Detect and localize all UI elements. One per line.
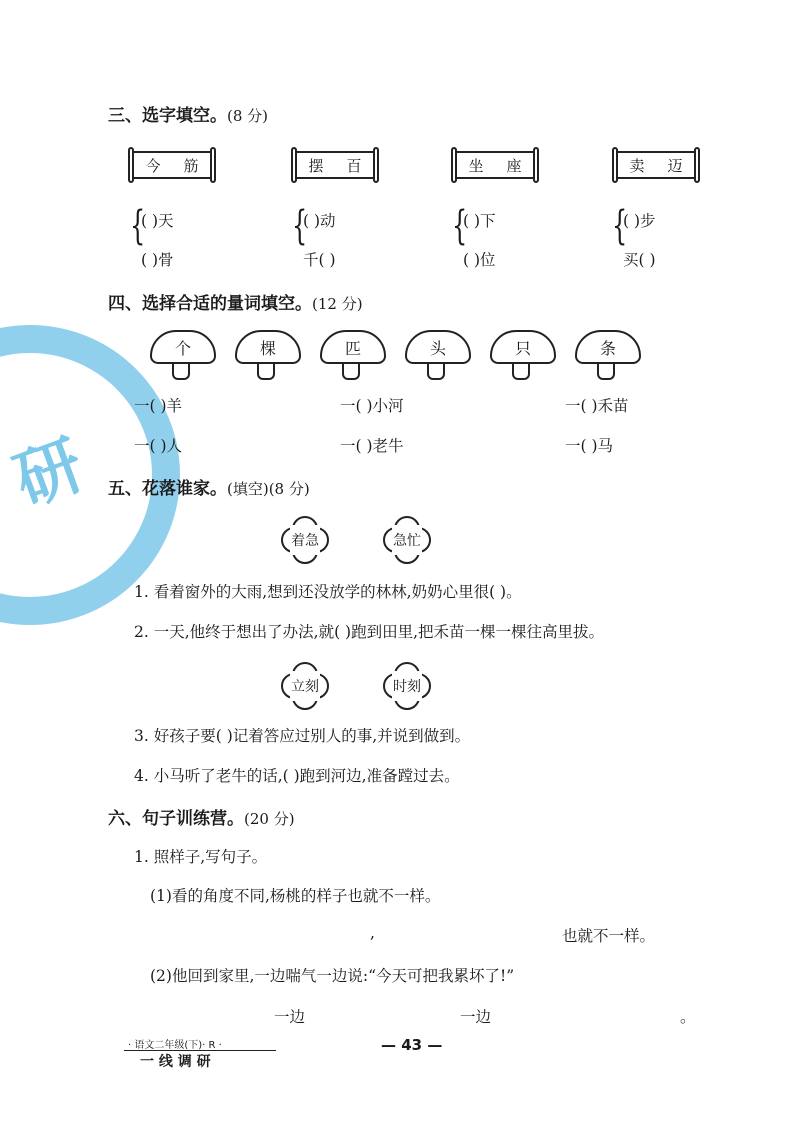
fill-line: ( )动: [303, 212, 336, 230]
char-option: 今: [145, 156, 161, 175]
brace: {: [612, 203, 628, 249]
measure-blank: 一( )羊: [134, 397, 183, 415]
flower-word: 时刻: [383, 662, 431, 710]
char-box-2: [297, 151, 373, 179]
measure-blank: 一( )人: [134, 437, 183, 455]
char-option: 座: [506, 156, 522, 175]
mushroom-word: 个: [150, 330, 216, 382]
watermark-text: 研: [4, 425, 94, 521]
fill-line: ( )天: [141, 212, 174, 230]
mushroom-word: 匹: [320, 330, 386, 382]
fill-comma: ,: [370, 924, 375, 942]
flower-word: 着急: [281, 516, 329, 564]
measure-blank: 一( )禾苗: [565, 397, 629, 415]
example-sentence-2: (2)他回到家里,一边喘气一边说:“今天可把我累坏了!”: [150, 967, 515, 985]
measure-blank: 一( )马: [565, 437, 614, 455]
section-5-points: (填空)(8 分): [227, 480, 310, 498]
footer-series: 一 线 调 研: [140, 1054, 211, 1070]
fill-line: ( )步: [623, 212, 656, 230]
mushroom-word: 只: [490, 330, 556, 382]
fill-ending-1: 也就不一样。: [562, 927, 656, 945]
page-number: — 43 —: [381, 1036, 443, 1054]
section-5-heading: [108, 474, 310, 499]
section-4-points: (12 分): [312, 295, 363, 313]
footer-book: · 语文二年级(下)· R ·: [128, 1040, 222, 1051]
fill-ending-2: 。: [680, 1008, 696, 1026]
char-option: 坐: [468, 156, 484, 175]
fill-line: ( )下: [463, 212, 496, 230]
mushroom-word: 条: [575, 330, 641, 382]
measure-blank: 一( )小河: [340, 397, 404, 415]
question-5-2: 2. 一天,他终于想出了办法,就( )跑到田里,把禾苗一棵一棵往高里拔。: [134, 623, 605, 641]
fill-line: 千( ): [303, 251, 336, 269]
question-6-1: 1. 照样子,写句子。: [134, 848, 268, 866]
fill-yibian-2: 一边: [460, 1008, 492, 1026]
brace: {: [452, 203, 468, 249]
char-option: 筋: [183, 156, 199, 175]
brace: {: [292, 203, 308, 249]
char-option: 卖: [629, 156, 645, 175]
section-4-heading: [108, 289, 363, 314]
section-5-title: 五、花落谁家。: [108, 479, 227, 499]
fill-line: 买( ): [623, 251, 656, 269]
section-3-heading: [108, 101, 268, 126]
section-6-heading: [108, 804, 295, 829]
question-5-4: 4. 小马听了老牛的话,( )跑到河边,准备蹚过去。: [134, 767, 460, 785]
char-box-4: [618, 151, 694, 179]
char-box-3: [457, 151, 533, 179]
fill-yibian-1: 一边: [274, 1008, 306, 1026]
question-5-1: 1. 看着窗外的大雨,想到还没放学的林林,奶奶心里很( )。: [134, 583, 522, 601]
measure-blank: 一( )老牛: [340, 437, 404, 455]
char-option: 迈: [667, 156, 683, 175]
section-3-points: (8 分): [227, 107, 269, 125]
fill-line: ( )位: [463, 251, 496, 269]
mushroom-word: 棵: [235, 330, 301, 382]
flower-word: 立刻: [281, 662, 329, 710]
flower-word: 急忙: [383, 516, 431, 564]
brace: {: [130, 203, 146, 249]
example-sentence-1: (1)看的角度不同,杨桃的样子也就不一样。: [150, 887, 441, 905]
mushroom-word: 头: [405, 330, 471, 382]
question-5-3: 3. 好孩子要( )记着答应过别人的事,并说到做到。: [134, 727, 471, 745]
char-option: 百: [346, 156, 362, 175]
char-option: 摆: [308, 156, 324, 175]
char-box-1: [134, 151, 210, 179]
section-6-points: (20 分): [244, 810, 295, 828]
section-6-title: 六、句子训练营。: [108, 809, 244, 829]
section-3-title: 三、选字填空。: [108, 106, 227, 126]
fill-line: ( )骨: [141, 251, 174, 269]
section-4-title: 四、选择合适的量词填空。: [108, 294, 312, 314]
